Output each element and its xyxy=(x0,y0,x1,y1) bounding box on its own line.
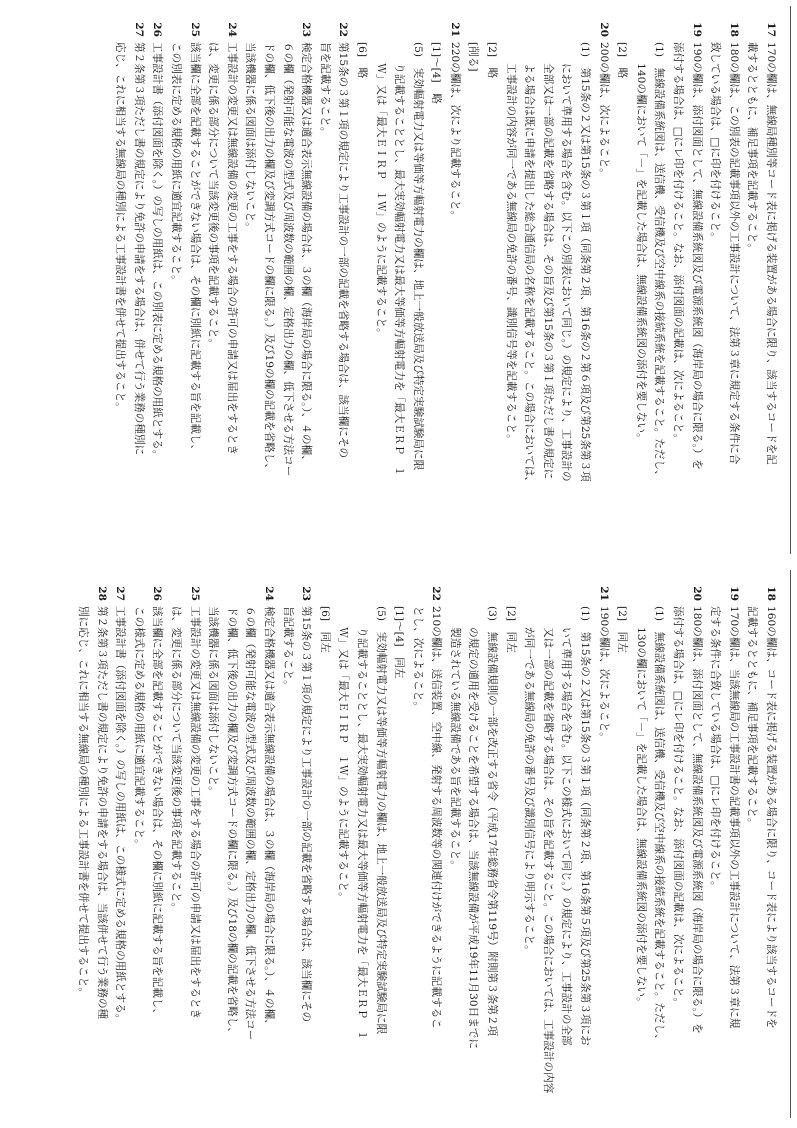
note-line: 当該機器に係る図面は添付しないこと。 xyxy=(207,606,220,797)
note-line: 工事設計の変更又は無線設備の変更の工事をする場合の許可の申請又は届出をするとき xyxy=(225,42,238,456)
note-entry xyxy=(613,584,669,1104)
note-number: 23 xyxy=(300,586,313,601)
note-entry xyxy=(668,20,705,540)
note-body xyxy=(668,606,705,1104)
note-line: 検定合格機器又は適合表示無線設備の場合は、３の欄（海岸局の場合に限る。）、４の欄、 xyxy=(300,42,313,466)
note-line: ６の欄（発射可能な電波の型式及び周波数の範囲の欄、定格出力の欄、低下させる方法コー xyxy=(244,606,257,1041)
note-number: 24 xyxy=(262,586,275,601)
note-line: 130の欄において「－」を記載した場合は、無線設備系統図の添付を要しない。 xyxy=(634,606,647,1008)
note-line: 工事設計書（添付図面を除く。）の写しの用紙は、この様式に定める規格の用紙とする。 xyxy=(114,606,127,1025)
note-number: 20 xyxy=(690,586,703,601)
note-entry xyxy=(668,584,705,1104)
note-line: 190の欄は、次によること。 xyxy=(597,606,610,743)
note-number: 19 xyxy=(690,22,703,37)
note-entry xyxy=(706,584,743,1104)
note-line: (3) 無線設備規則の一部を改正する省令（平成17年総務省令第119号）附則第３条第２項 xyxy=(486,606,499,1037)
note-entry xyxy=(445,584,612,1104)
note-number: 21 xyxy=(448,22,461,37)
note-line: 該当欄に全部を記載することができない場合は、その欄に別紙に記載する旨を記載し、 xyxy=(188,42,201,456)
note-line: 旨を記載すること。 xyxy=(318,42,331,138)
note-number: 27 xyxy=(132,22,145,37)
note-line: 該当欄に全部を記載することができない場合は、その欄に別紙に記載する旨を記載し、 xyxy=(151,606,164,1020)
note-line: Ｗ」又は「最大ＥＩＲＰ １Ｗ」のように記載すること。 xyxy=(337,606,350,903)
note-body xyxy=(352,42,464,540)
note-body xyxy=(166,606,203,1104)
note-line: 製造されている無線設備である旨を記載すること。 xyxy=(448,606,461,871)
note-number: 23 xyxy=(300,22,313,37)
note-line: 210の欄は、送信装置、空中線、発射する周波数等の関連付けができるように記載するこ xyxy=(430,606,443,1029)
note-line: [1]〜[4] 同左 xyxy=(393,606,406,679)
note-line: [1]〜[4] 略 xyxy=(430,42,443,104)
revised-text-panel xyxy=(6,6,791,554)
note-line: 200の欄は、次によること。 xyxy=(597,42,610,179)
note-number: 20 xyxy=(597,22,610,37)
note-line: 工事設計書（添付図面を除く。）の写しの用紙は、この別表に定める規格の用紙とする。 xyxy=(151,42,164,461)
note-line: [6] 略 xyxy=(355,42,368,79)
note-entry xyxy=(613,20,669,540)
note-line: 当該機器に係る図面は添付しないこと。 xyxy=(244,42,257,233)
note-line: 旨記載すること。 xyxy=(281,606,294,691)
note-number: 28 xyxy=(95,586,108,601)
note-line: 190の欄は、添付図面として、無線設備系統図及び電源系統図（海岸局の場合に限る。）を xyxy=(690,42,703,470)
note-line: り記載することとし、最大実効輻射電力又は最大等価等方輻射電力を「最大ＥＲＰ １ xyxy=(393,42,406,477)
note-entry xyxy=(111,20,148,540)
note-entry xyxy=(743,584,780,1104)
note-line: いて準用する場合を含む。以下この様式において同じ。）の規定により、工事設計の全部 xyxy=(560,606,573,1046)
note-line: (1) 第15条の２又は第15条の３第１項（同条第２項、第16条の２第６項及び第25条第３項 xyxy=(579,42,592,482)
note-entry xyxy=(166,20,203,540)
note-entry xyxy=(464,20,613,540)
note-line: (1) 第15条の２又は第15条の３第１項（同条第２項、第16条第５項及び第25条第３項にお xyxy=(579,606,592,1046)
note-body xyxy=(315,606,445,1104)
note-line: 載するとともに、補足事項を記載すること。 xyxy=(746,42,759,254)
note-number: 26 xyxy=(151,22,164,37)
note-line: よる場合は既に申請を提出した総合通信局の名称を記載すること。この場合においては、 xyxy=(523,42,536,487)
note-body xyxy=(241,42,315,540)
note-line: 170の欄は、無線局種別等コード表に掲げる装置がある場合に限り、該当するコードを記 xyxy=(765,42,777,465)
current-text-body xyxy=(6,570,791,1118)
note-line: 又は一部の記載を省略する場合は、その旨を記載すること。この場合においては、工事設計の内容 xyxy=(541,606,554,1094)
note-line: 検定合格機器又は適合表示無線設備の場合は、３の欄（海岸局の場合に限る。）、４の欄、 xyxy=(262,606,275,1030)
note-number: 19 xyxy=(727,586,740,601)
note-line: 180の欄は、この別表の記載事項以外の工事設計について、法第３章に規定する条件に合 xyxy=(727,42,740,465)
note-entry xyxy=(129,584,166,1104)
note-line: が同一である無線局の免許の番号及び識別信号により明示すること。 xyxy=(523,606,536,956)
note-entry xyxy=(204,20,241,540)
note-body xyxy=(148,42,167,540)
note-line: り記載することとし、最大実効輻射電力又は最大等価等方輻射電力を「最大ＥＲＰ １ xyxy=(355,606,368,1041)
note-number: 25 xyxy=(188,22,201,37)
note-line: の規定の適用を受けることを希望する場合は、当該無線設備が平成19年11月30日までに xyxy=(467,606,480,1049)
note-line: (1) 無線設備系統図は、送信機、受信機及び空中線系の接続系統を記載すること。ただし、 xyxy=(653,606,666,1045)
note-line: ６の欄（発射可能な電波の型式及び周波数の範囲の欄、定格出力の欄、低下させる方法コー xyxy=(281,42,294,477)
note-line: 工事設計の内容が同一である無線局の免許の番号、識別信号等を記載すること。 xyxy=(504,42,517,445)
note-number: 24 xyxy=(225,22,238,37)
note-line: 添付する場合は、□にレ印を付けること。なお、添付図面の記載は、次によること。 xyxy=(672,606,685,1008)
note-line: 応じ、これに相当する無線局の種別による工事設計書を併せて提出すること。 xyxy=(114,42,127,413)
note-entry xyxy=(73,584,110,1104)
note-body xyxy=(464,42,613,540)
current-text-panel xyxy=(6,570,791,1118)
note-body xyxy=(111,42,148,540)
note-number: 25 xyxy=(188,586,201,601)
note-body xyxy=(278,606,315,1104)
note-line: [削る] xyxy=(467,42,480,72)
note-line: 第２条第３項ただし書の規定により免許の申請をする場合は、当該併せて行う業務の種 xyxy=(95,606,108,1020)
note-body xyxy=(129,606,166,1104)
note-entry xyxy=(706,20,743,540)
note-line: 致している場合は、□に印を付けること。 xyxy=(709,42,722,243)
note-line: [2] 同左 xyxy=(616,606,629,653)
note-entry xyxy=(278,584,315,1104)
note-number: 18 xyxy=(727,22,740,37)
note-line: ドの欄、低下後の出力の欄及び変調方式コードの欄に限る。）及び18の欄の記載を省略し、 xyxy=(225,606,238,1038)
note-body xyxy=(706,606,743,1104)
note-number: 17 xyxy=(765,22,777,37)
note-line: 定する条件に合致している場合は、□にレ印を付けること。 xyxy=(709,606,722,892)
note-line: Ｗ」又は「最大ＥＩＲＰ １Ｗ」のように記載すること。 xyxy=(374,42,387,339)
note-entry xyxy=(352,20,464,540)
note-line: 第15条の３第１項の規定により工事設計の一部の記載を省略する場合は、該当欄にその xyxy=(337,42,350,459)
note-line: [6] 同左 xyxy=(318,606,331,653)
note-body xyxy=(445,606,612,1104)
note-line: 180の欄は、添付図面として、無線設備系統図及び電源系統図（海岸局の場合に限る。）を xyxy=(690,606,703,1034)
note-line: 工事設計の変更又は無線設備の変更の工事をする場合の許可の申請又は届出をするとき xyxy=(188,606,201,1020)
note-body xyxy=(613,42,669,540)
note-body xyxy=(204,606,278,1104)
note-line: 記載するとともに、補足事項を記載すること。 xyxy=(746,606,759,829)
note-entry xyxy=(204,584,278,1104)
note-number: 22 xyxy=(430,586,443,601)
note-line: [2] 同左 xyxy=(504,606,517,653)
note-number: 27 xyxy=(114,586,127,601)
note-entry xyxy=(241,20,315,540)
note-line: ドの欄、低下後の出力の欄及び変調方式コードの欄に限る。）及び19の欄の記載を省略し、 xyxy=(262,42,275,474)
note-line: とし、次によること。 xyxy=(411,606,424,712)
note-line: は、変更に係る部分について当該変更後の事項を記載すること。 xyxy=(170,606,182,914)
note-entry xyxy=(148,20,167,540)
note-line: は、変更に係る部分について当該変更後の事項を記載すること。 xyxy=(207,42,220,350)
note-body xyxy=(166,42,203,540)
note-entry xyxy=(315,20,352,540)
note-line: (1) 無線設備系統図は、送信機、受信機及び空中線系の接続系統を記載すること。ただし、 xyxy=(653,42,666,481)
note-body xyxy=(613,606,669,1104)
note-entry xyxy=(166,584,203,1104)
note-body xyxy=(73,606,110,1104)
note-line: 全部又は一部の記載を省略する場合は、その旨及び第15条の３第１項ただし書の規定に xyxy=(541,42,554,480)
note-number: 26 xyxy=(151,586,164,601)
note-body xyxy=(668,42,705,540)
note-line: [2] 略 xyxy=(616,42,629,79)
note-line: において準用する場合を含む。以下この別表において同じ。）の規定により、工事設計の xyxy=(560,42,573,482)
note-line: 170の欄は、当該無線局の工事設計書の記載事項以外の工事設計について、法第３章に規 xyxy=(727,606,740,1029)
note-line: 添付する場合は、□にレ印を付けること。なお、添付図面の記載は、次によること。 xyxy=(672,42,685,444)
note-line: (5) 実効輻射電力又は等価等方輻射電力の欄は、地上一般放送局及び特定実験試験局に限 xyxy=(411,42,424,471)
note-line: 第２条第３項ただし書の規定により免許の申請をする場合は、併せて行う業務の種別に xyxy=(132,42,145,456)
note-line: [2] 略 xyxy=(486,42,499,79)
note-body xyxy=(743,42,780,540)
note-number: 21 xyxy=(597,586,610,601)
note-entry xyxy=(315,584,445,1104)
note-line: (5) 実効輻射電力又は等価等方輻射電力の欄は、地上一般放送局及び特定実験試験局に限 xyxy=(374,606,387,1035)
note-line: 160の欄は、コード表に掲げる装置がある場合に限り、コード表により該当するコードを xyxy=(765,606,777,1029)
note-number: 22 xyxy=(337,22,350,37)
note-number: 18 xyxy=(765,586,777,601)
note-body xyxy=(706,42,743,540)
note-line: 第15条の３第１項の規定により工事設計の一部の記載を省略する場合は、該当欄にその xyxy=(300,606,313,1023)
note-body xyxy=(111,606,130,1104)
note-line: この様式に定める規格の用紙に適宜記載すること。 xyxy=(132,606,145,850)
note-body xyxy=(204,42,241,540)
note-body xyxy=(315,42,352,540)
note-entry xyxy=(743,20,780,540)
note-entry xyxy=(111,584,130,1104)
note-line: 220の欄は、次により記載すること。 xyxy=(448,42,461,222)
note-line: 140の欄において「－」を記載した場合は、無線設備系統図の添付を要しない。 xyxy=(634,42,647,444)
note-body xyxy=(743,606,780,1104)
note-line: この別表に定める規格の用紙に適宜記載すること。 xyxy=(170,42,182,286)
note-line: 別に応じ、これに相当する無線局の種別による工事設計書を併せて提出すること。 xyxy=(77,606,90,998)
revised-text-body xyxy=(6,6,791,554)
